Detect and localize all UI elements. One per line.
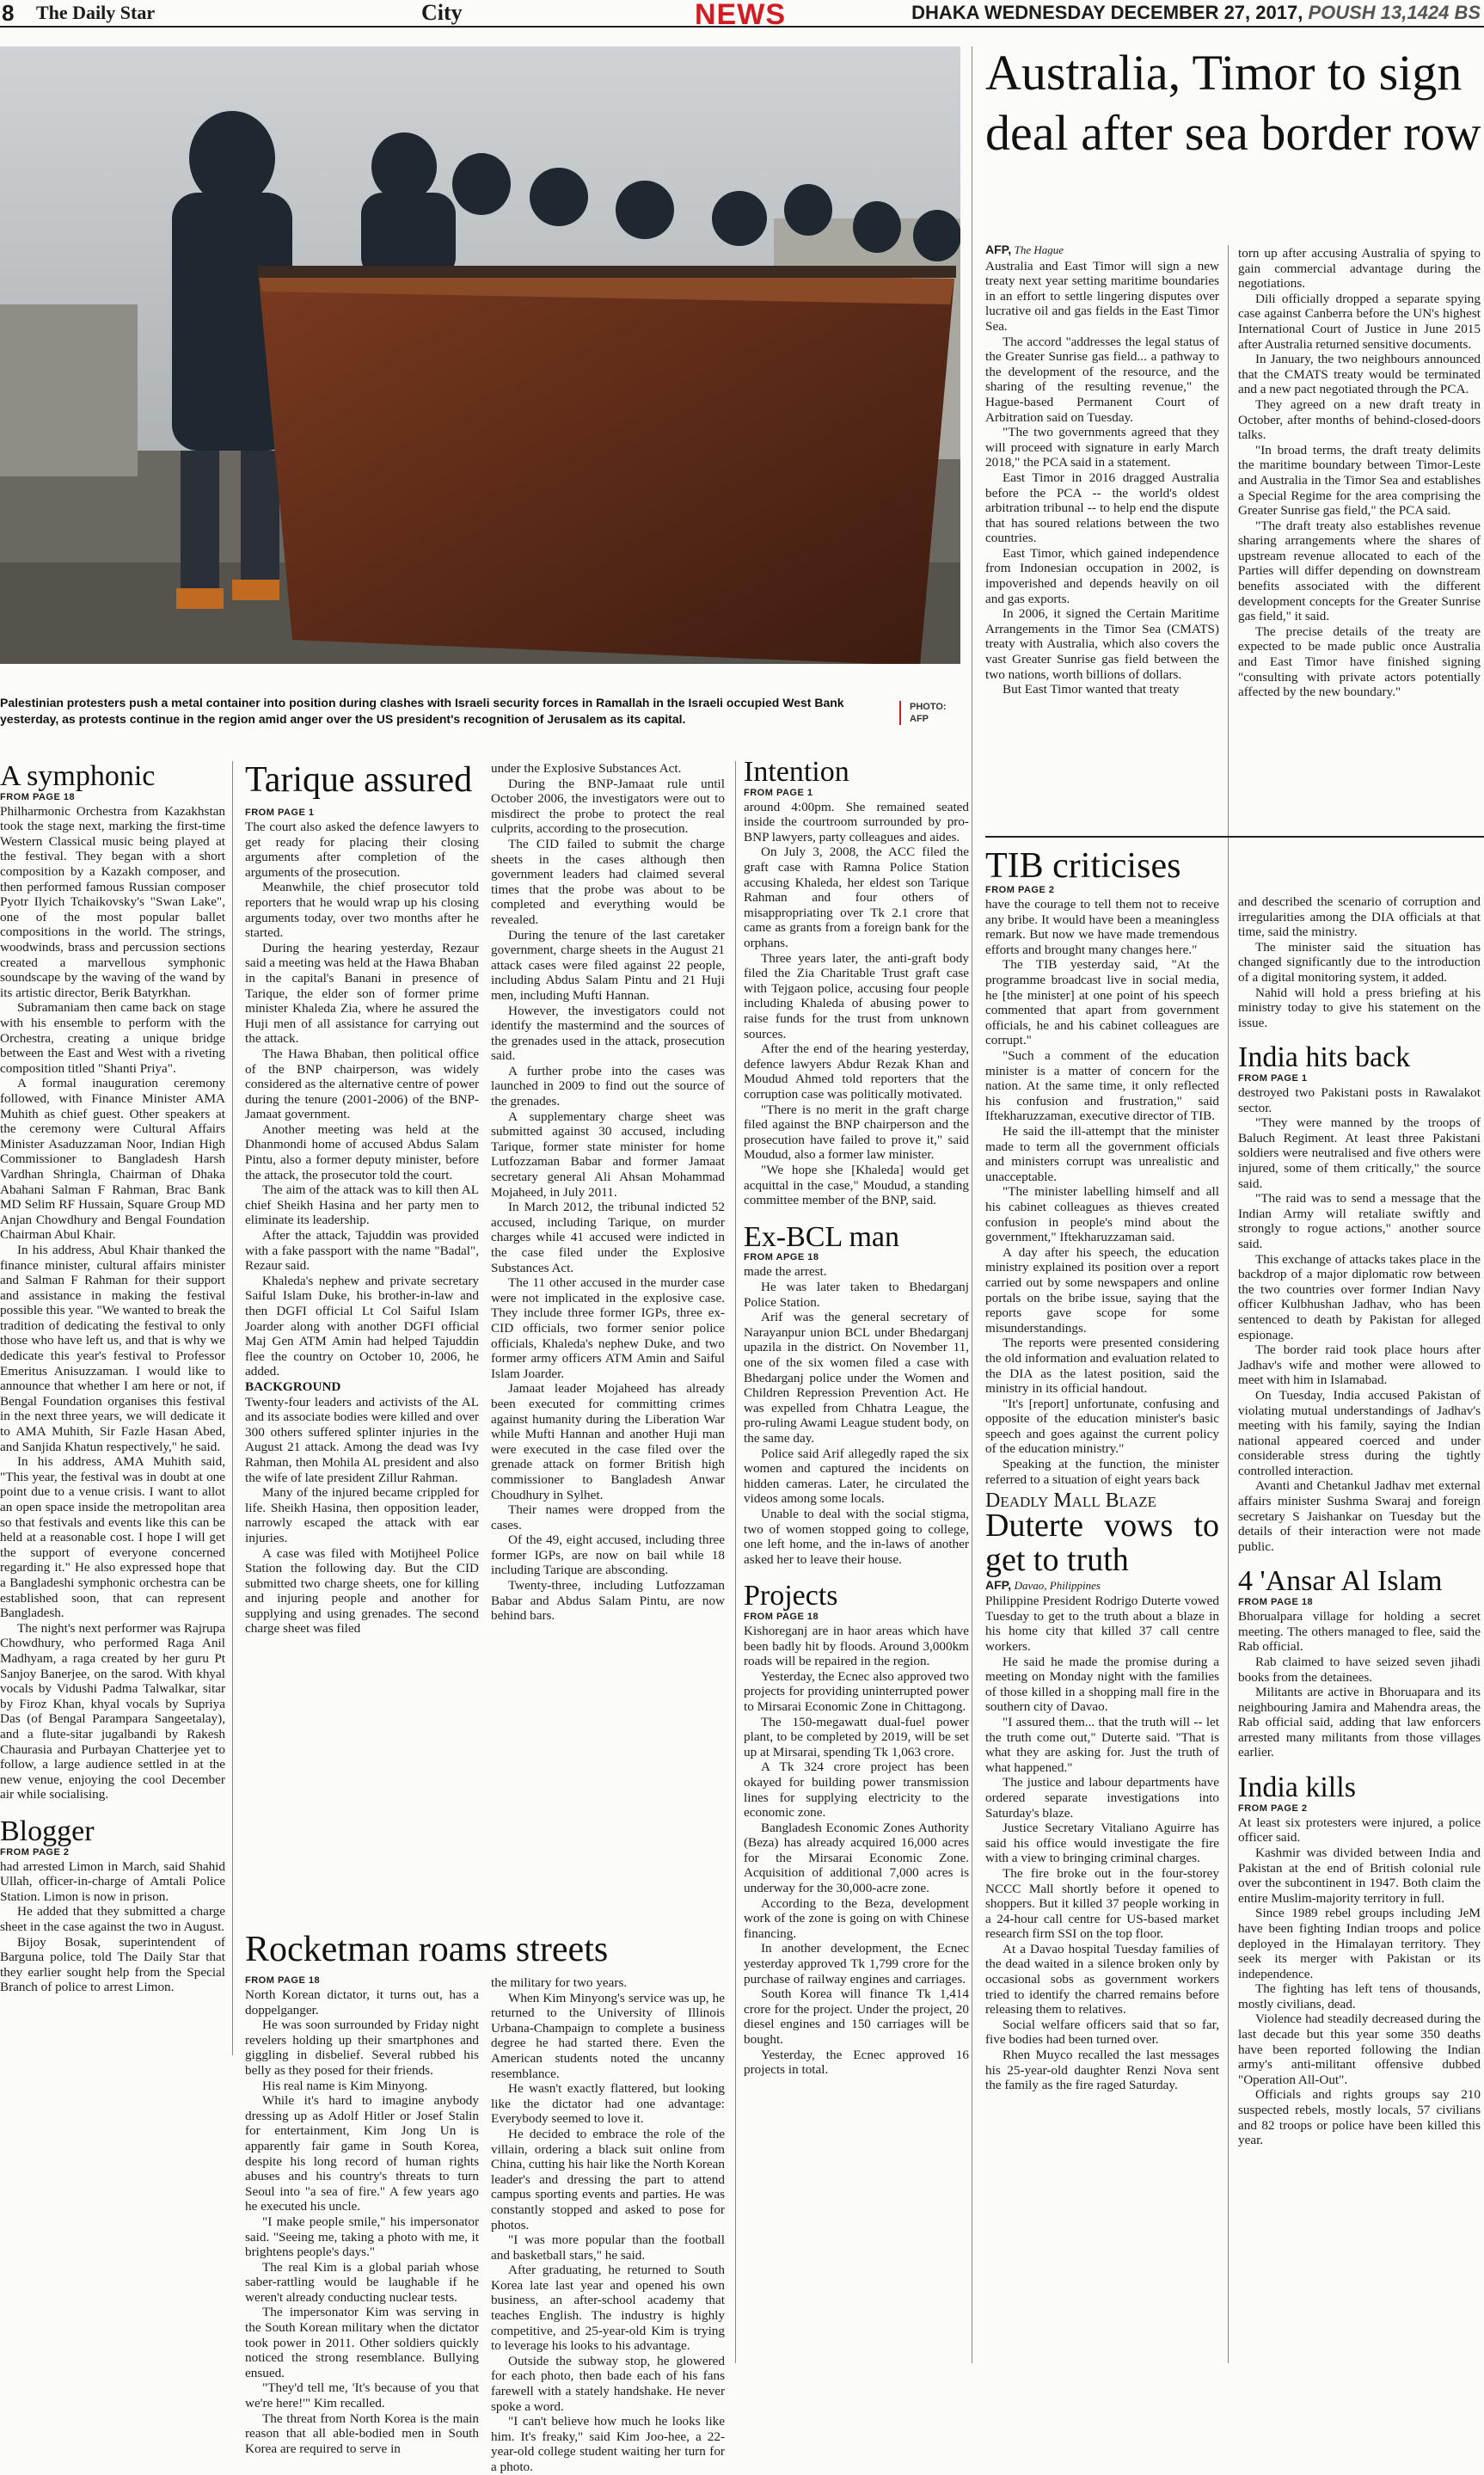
paragraph: had arrested Limon in March, said Shahid Ullah, officer-in-charge of Amtali Police Station. Limon is now in prison.	[0, 1858, 225, 1904]
paragraph: Justice Secretary Vitaliano Aguirre has said his office would investigate the fire with a view to bringing criminal charges.	[985, 1821, 1219, 1866]
paragraph: Their names were dropped from the cases.	[491, 1502, 725, 1532]
paragraph: Another meeting was held at the Dhanmondi home of accused Abdus Salam Pintu, also a former deputy minister, before the attack, the prosecutor told the court.	[245, 1121, 479, 1182]
paragraph: Kishoreganj are in haor areas which have been badly hit by floods. Around 3,000km roads will be repaired in the region.	[744, 1623, 969, 1669]
article-column	[491, 1975, 725, 2475]
headline: TIB criticises	[985, 846, 1181, 886]
paragraph: However, the investigators could not identify the mastermind and the sources of the grenades used in the attack, prosecution said.	[491, 1003, 725, 1064]
paragraph: "The raid was to send a message that the Indian Army will retaliate swiftly and strongly to rogue actions," another source said.	[1238, 1191, 1481, 1251]
paragraph: But East Timor wanted that treaty	[1003, 682, 1180, 697]
paragraph: In his address, AMA Muhith said, "This year, the festival was in doubt at one point due to a venue crisis. I want to allot an open space inside the metropolitan area so that festivals and events like this can be held at a reasonable cost. I hope I will get the support of everyone concerned regarding it." He also expressed hope that a Bangladeshi symphonic orchestra can be established soon, that can represent Bangladesh.	[0, 1454, 225, 1621]
paragraph: under the Explosive Substances Act.	[491, 761, 682, 776]
paragraph: around 4:00pm. She remained seated inside the courtroom surrounded by pro-BNP lawyers, party colleagues and aides.	[744, 799, 969, 844]
paragraph: Khaleda's nephew and private secretary Saiful Islam Duke, his brother-in-law and then DGFI official Lt Col Saiful Islam Joarder along with another DGFI official Maj Gen ATM Amin had helped Tajuddin flee the country on October 10, 2006, he added.	[245, 1273, 479, 1379]
paragraph: The accord "addresses the legal status of the Greater Sunrise gas field... a pathway to the development of the resource, and the sharing of the resulting revenue," the Hague-based Permanent Court of Arbitration said on Tuesday.	[985, 334, 1219, 425]
paragraph: "There is no merit in the graft charge filed against the BNP chairperson and the prosecution have failed to prove it," said Moudud, also a former law minister.	[744, 1102, 969, 1163]
paragraph: South Korea will finance Tk 1,414 crore for the project. Under the project, 20 diesel engines and 150 carriages will be bought.	[744, 1987, 969, 2047]
photo-credit: PHOTO: AFP	[899, 701, 947, 725]
paragraph: A formal inauguration ceremony followed, with Finance Minister AMA Muhith as chief guest. Other speakers at the ceremony were Cultural Affairs Minister Asaduzzaman Noor, Indian High Commissioner to Bangladesh Harsh Vardhan Shringla, Chairman of Dhaka Abahani Salman F Rahman, Brac Bank MD Selim RF Hussain, Square Group MD Anjan Chowdhury and Bengal Foundation Chairman Abul Khair.	[0, 1076, 225, 1243]
paragraph: "We hope she [Khaleda] would get acquittal in the case," Moudud, a standing committee member of the BNP, said.	[744, 1162, 969, 1208]
paragraph: and described the scenario of corruption and irregularities among the DIA officials at that time, said the ministry.	[1238, 894, 1481, 940]
paragraph: Kashmir was divided between India and Pakistan at the end of British colonial rule over the subcontinent in 1947. Both claim the entire Muslim-majority territory in full.	[1238, 1845, 1481, 1906]
column-rule	[1228, 245, 1229, 2363]
headline: A symphonic	[0, 760, 156, 792]
jump-line: FROM PAGE 18	[245, 1975, 321, 1986]
article-rocketman	[245, 1930, 727, 2474]
paragraph: Many of the injured became crippled for life. Sheikh Hasina, then opposition leader, narrowly escaped the attack with ear injuries.	[245, 1485, 479, 1545]
paragraph: A day after his speech, the education ministry explained its position over a report carried out by some newspapers and online portals on the bribe issue, saying that the reports gave scope for some misunderstandings.	[985, 1244, 1219, 1336]
section-name: City	[421, 0, 463, 25]
headline: Ex-BCL man	[744, 1220, 899, 1253]
jump-line: FROM PAGE 1	[1238, 1073, 1308, 1084]
byline: AFP, The Hague	[985, 243, 1064, 256]
paragraph: His real name is Kim Minyong.	[262, 2078, 428, 2093]
paragraph: The night's next performer was Rajrupa Chowdhury, who performed Raga Anil Madhyam, a raga created by her guru Pt Sanjoy Banerjee, on the sarod. With khyal vocals by Vidushi Padma Talwalkar, sitar by Firoz Khan, khyal vocals by Supriya Das (of Bengal Parampara Sangeetalay), and a flute-sitar jugalbandi by Rakesh Chaurasia and Purbayan Chatterjee yet to follow, a large audience settled in at the new venue, enjoying the cool December air while socialising.	[0, 1620, 225, 1803]
jump-line: FROM PAGE 2	[1238, 1803, 1308, 1814]
article-column	[245, 1975, 479, 2456]
article-column	[245, 808, 479, 1637]
paragraph: The justice and labour departments have ordered separate investigations into Saturday's blaze.	[985, 1775, 1219, 1821]
jump-line: FROM PAGE 18	[0, 791, 76, 802]
paragraph: When Kim Minyong's service was up, he returned to the University of Illinois Urbana-Champaign to complete a business degree he had started there. Even the American students noted the uncanny resemblance.	[491, 1990, 725, 2081]
paragraph: After the end of the hearing yesterday, defence lawyers Abdur Rezak Khan and Moudud Ahmed told reporters that the corruption case was politically motivated.	[744, 1041, 969, 1102]
paragraph: At a Davao hospital Tuesday families of the dead waited in a silence broken only by occasional sobs as government workers tried to identify the charred remains before releasing them to relatives.	[985, 1941, 1219, 2017]
paragraph: "They were manned by the troops of Baluch Regiment. At least three Pakistani soldiers were neutralised and five others were injured, some of them critically," the source said.	[1238, 1115, 1481, 1191]
paragraph: A supplementary charge sheet was submitted against 30 accused, including Tarique, former state minister for home Lutfozzaman Babar and former Jamaat secretary general Ali Ahsan Mohammad Mojaheed, in July 2011.	[491, 1109, 725, 1200]
headline: Intention	[744, 756, 849, 788]
paragraph: Police said Arif allegedly raped the six women and captured the incidents on hidden cameras. Later, he circulated the videos among some locals.	[744, 1446, 969, 1507]
paragraph: A Tk 324 crore project has been okayed for building power transmission lines for supplying electricity to the economic zone.	[744, 1760, 969, 1821]
paragraph: East Timor in 2016 dragged Australia before the PCA -- the world's oldest arbitration tribunal -- to help end the dispute that has soured relations between the two countries.	[985, 470, 1219, 546]
paragraph: Twenty-four leaders and activists of the AL and its associate bodies were killed and over 300 others suffered splinter injuries in the August 21 attack. Among the dead was Ivy Rahman, then Mohila AL president and also the wife of late president Zillur Rahman.	[245, 1394, 479, 1485]
paragraph: The TIB yesterday said, "At the programme broadcast live in social media, he [the minister] at one point of his speech commented that apart from government officials, he and his cabinet colleagues are corrupt."	[985, 957, 1219, 1048]
paragraph: Dili officially dropped a separate spying case against Canberra before the UN's highest International Court of Justice in June 2015 after Australia returned sensitive documents.	[1238, 291, 1481, 352]
news-photo	[0, 46, 960, 664]
article-column	[491, 761, 725, 1624]
paragraph: Speaking at the function, the minister referred to a situation of eight years back	[985, 1457, 1219, 1487]
paragraph: Subramaniam then came back on stage with his ensemble to perform with the Orchestra, creating a unique bridge between the East and West with a riveting composition titled "Shanti Priya".	[0, 1000, 225, 1076]
paragraph: After graduating, he returned to South Korea late last year and opened his own business, an after-school academy that teaches English. The industry is highly competitive, and 25-year-old Kim is trying to leverage his looks to his advantage.	[491, 2263, 725, 2354]
paragraph: Jamaat leader Mojaheed has already been executed for committing crimes against humanity during the Liberation War while Mufti Hannan and another Huji man were executed in the case filed over the grenade attack on former British high commissioner to Bangladesh Anwar Choudhury in Sylhet.	[491, 1381, 725, 1502]
paragraph: "The draft treaty also establishes revenue sharing arrangements where the shares of upstream revenue allocated to each of the Parties will differ depending on downstream benefits associated with the different development concepts for the Greater Sunrise gas field," it said.	[1238, 518, 1481, 624]
jump-line: FROM PAGE 18	[1238, 1597, 1314, 1608]
paragraph: The threat from North Korea is the main reason that all able-bodied men in South Korea are required to serve in	[245, 2411, 479, 2456]
paragraph: The 150-megawatt dual-fuel power plant, to be completed by 2019, will be set up at Mirsarai, spending Tk 1,063 crore.	[744, 1714, 969, 1760]
paragraph: Officials and rights groups say 210 suspected rebels, mostly locals, 57 civilians and 82 troops or police have been killed this year.	[1238, 2087, 1481, 2148]
paragraph: Avanti and Chetankul Jadhav met external affairs minister Sushma Swaraj and foreign secretary S Jaishankar on Tuesday but the details of their interaction were not made public.	[1238, 1478, 1481, 1554]
headline: Tarique assured	[245, 760, 473, 800]
jump-line: FROM PAGE 2	[985, 885, 1055, 896]
date-line: DHAKA WEDNESDAY DECEMBER 27, 2017, POUSH 13,1424 BS	[911, 2, 1481, 23]
paragraph: He added that they submitted a charge sheet in the case against the two in August.	[0, 1904, 225, 1934]
paragraph: "They'd tell me, 'It's because of you that we're here!'" Kim recalled.	[245, 2380, 479, 2411]
section-label: NEWS	[695, 0, 786, 31]
headline: Australia, Timor to sign deal after sea border row	[985, 45, 1481, 161]
jump-line: FROM APGE 18	[744, 1252, 819, 1263]
byline: AFP, Davao, Philippines	[985, 1577, 1101, 1592]
paragraph: made the arrest.	[744, 1264, 827, 1280]
paragraph: "In broad terms, the draft treaty delimits the maritime boundary between Timor-Leste and Australia in the Timor Sea and establishes a Special Regime for the area comprising the Greater Sunrise gas field," the PCA said.	[1238, 442, 1481, 519]
paragraph: While it's hard to imagine anybody dressing up as Adolf Hitler or Josef Stalin for entertainment, Kim Jong Un is apparently fair game in South Korea, despite his long record of human rights abuses and his country's threats to turn Seoul into "a sea of fire." A few years ago he executed his uncle.	[245, 2093, 479, 2214]
paragraph: Rab claimed to have seized seven jihadi books from the detainees.	[1238, 1654, 1481, 1685]
headline: 4 'Ansar Al Islam	[1238, 1565, 1443, 1598]
column-rule	[735, 761, 736, 2363]
paragraph: Unable to deal with the social stigma, two of women stopped going to college, one left home, and the in-laws of another asked her to leave their house.	[744, 1506, 969, 1567]
headline: India hits back	[1238, 1041, 1411, 1074]
paragraph: A further probe into the cases was launched in 2009 to find out the source of the grenades.	[491, 1063, 725, 1109]
paragraph: "The minister labelling himself and all his cabinet colleagues as thieves created confusion in people's mind about the government," Iftekharuzzaman said.	[985, 1184, 1219, 1245]
headline: Rocketman roams streets	[245, 1930, 609, 1969]
article-column	[1238, 246, 1481, 700]
article-symphonic	[0, 761, 225, 1995]
column-rule	[232, 761, 233, 2055]
headline: Duterte vows to get to truth	[985, 1507, 1219, 1578]
subhead: BACKGROUND	[245, 1379, 341, 1394]
photo-caption: Palestinian protesters push a metal container into position during clashes with Israeli security forces in Ramallah in the Israeli occupied West Bank yesterday, as protests continue in the region amid anger over the US president's recognition of Jerusalem as its capital.	[0, 696, 844, 726]
paragraph: At least six protesters were injured, a police officer said.	[1238, 1815, 1481, 1846]
article-intention	[744, 757, 969, 2078]
paragraph: Twenty-three, including Lutfozzaman Babar and Abdus Salam Pintu, are now behind bars.	[491, 1578, 725, 1624]
headline: Projects	[744, 1580, 838, 1612]
paragraph: "It's [report] unfortunate, confusing and opposite of the education minister's basic speech and goes against the current policy of the education ministry."	[985, 1396, 1219, 1457]
paragraph: torn up after accusing Australia of spying to gain commercial advantage during the negotiations.	[1238, 246, 1481, 292]
paragraph: The fire broke out in the four-storey NCCC Mall shortly before it opened to shoppers. But it killed 37 people working in a 24-hour call centre for US-based market research firm SSI on the top floor.	[985, 1865, 1219, 1942]
paragraph: In March 2012, the tribunal indicted 52 accused, including Tarique, on murder charges while 41 accused were indicted in the case filed under the Explosive Substances Act.	[491, 1200, 725, 1275]
paragraph: Arif was the general secretary of Narayanpur union BCL under Bhedarganj upazila in the district. On November 11, one of the six women filed a case with Bhedarganj police under the Women and Children Repression Prevention Act. He was expelled from Chhatra League, the pro-ruling Awami League student body, on the same day.	[744, 1310, 969, 1446]
headline: Blogger	[0, 1815, 95, 1847]
jump-line: FROM PAGE 1	[744, 787, 813, 798]
paragraph: The aim of the attack was to kill then AL chief Sheikh Hasina and her party men to eliminate its leadership.	[245, 1182, 479, 1228]
paragraph: Nahid will hold a press briefing at his ministry today to give his statement on the issue.	[1238, 985, 1481, 1030]
paragraph: East Timor, which gained independence from Indonesian occupation in 2002, is impoverished and depends heavily on oil and gas exports.	[985, 545, 1219, 606]
section-divider	[985, 836, 1484, 838]
paragraph: During the hearing yesterday, Rezaur said a meeting was held at the Hawa Bhaban in the capital's Banani in presence of Tarique, the elder son of former prime minister Khaleda Zia, where he assured the Huji men of all assistance for carrying out the attack.	[245, 940, 479, 1047]
paragraph: Social welfare officers said that so far, five bodies had been turned over.	[985, 2017, 1219, 2048]
paragraph: The CID failed to submit the charge sheets in the cases although then government leaders had claimed several times that the probe was about to be completed and everything would be revealed.	[491, 836, 725, 927]
paragraph: "I can't believe how much he looks like him. It's freaky," said Kim Joo-hee, a 22-year-old college student waiting her turn for a photo.	[491, 2414, 725, 2474]
paragraph: The border raid took place hours after Jadhav's wife and mother were allowed to meet with him in Islamabad.	[1238, 1342, 1481, 1388]
paragraph: In January, the two neighbours announced that the CMATS treaty would be terminated and a new pact negotiated through the PCA.	[1238, 352, 1481, 397]
article-tib	[985, 847, 1219, 2093]
jump-line: FROM PAGE 18	[744, 1611, 819, 1622]
page-number: 8	[2, 0, 15, 26]
paragraph: The court also asked the defence lawyers to get ready for placing their closing arguments after completion of the arguments of the prosecution.	[245, 820, 479, 880]
article-column	[985, 243, 1219, 697]
paragraph: They agreed on a new draft treaty in October, after months of behind-closed-doors talks.	[1238, 396, 1481, 443]
paragraph: Of the 49, eight accused, including three former IGPs, are now on bail while 18 including Tarique are absconding.	[491, 1532, 725, 1578]
paragraph: He wasn't exactly flattered, but looking like the dictator had one advantage: Everybody seemed to love it.	[491, 2081, 725, 2127]
paragraph: The fighting has left tens of thousands, mostly civilians, dead.	[1238, 1981, 1481, 2011]
kicker: Deadly Mall Blaze	[985, 1489, 1157, 1513]
paragraph: Rhen Muyco recalled the last messages his 25-year-old daughter Renzi Nova sent the family as the fire raged Saturday.	[985, 2048, 1219, 2093]
paragraph: Meanwhile, the chief prosecutor told reporters that he would wrap up his closing arguments today, over two months after he started.	[245, 880, 479, 941]
paragraph: During the tenure of the last caretaker government, charge sheets in the August 21 attack cases were filed against 22 people, including Abdus Salam Pintu and 21 Huji men, including Mufti Hannan.	[491, 927, 725, 1003]
paragraph: In 2006, it signed the Certain Maritime Arrangements in the Timor Sea (CMATS) treaty with Australia, which also covers the vast Greater Sunrise gas field between the two nations, worth billions of dollars.	[985, 606, 1219, 682]
paragraph: During the BNP-Jamaat rule until October 2006, the investigators were out to misdirect the probe to protect the real culprits, according to the prosecution.	[491, 776, 725, 837]
paragraph: He said the ill-attempt that the minister made to term all the government officials and ministers corrupt was unrealistic and unacceptable.	[985, 1124, 1219, 1184]
paragraph: In his address, Abul Khair thanked the finance minister, cultural affairs minister and Salman F Rahman for their support and assistance in making the festival possible this year. "We wanted to break the tradition of dedicating the festival to only those who have left us, and that is why we dedicate this year's festival to Professor Emeritus Anisuzzaman. I would like to announce that whether I am here or not, if Bengal Foundation organises this festival in the next three years, we will dedicate it to AMA Muhith, Sir Fazle Hasan Abed, and Sanjida Khatun respectively," he said.	[0, 1242, 225, 1454]
paragraph: He was later taken to Bhedarganj Police Station.	[744, 1280, 969, 1310]
paragraph: Yesterday, the Ecnec also approved two projects for providing uninterrupted power to Mirsarai Economic Zone in Chittagong.	[744, 1668, 969, 1714]
paragraph: Violence had steadily decreased during the last decade but this year some 350 deaths have been reported following the Indian army's anti-militant offensive dubbed "Operation All-Out".	[1238, 2011, 1481, 2087]
paragraph: The Hawa Bhaban, then political office of the BNP chairperson, was widely considered as the alternative centre of power during the tenure (2001-2006) of the BNP-Jamaat government.	[245, 1046, 479, 1122]
masthead: The Daily Star	[36, 2, 156, 23]
jump-line: FROM PAGE 2	[0, 1846, 70, 1858]
paragraph: The precise details of the treaty are expected to be made public once Australia and East Timor have finished signing "consulting with private actors potentially affected by the new boundary."	[1238, 623, 1481, 700]
paragraph: the military for two years.	[491, 1975, 628, 1990]
page-header	[0, 0, 1484, 31]
paragraph: The impersonator Kim was serving in the South Korean military when the dictator took power in 2011. Other soldiers quickly noticed the strong resemblance. Bullying ensued.	[245, 2305, 479, 2380]
paragraph: This exchange of attacks takes place in the backdrop of a major diplomatic row between the two countries over former Indian Navy officer Kulbhushan Jadhav, who has been sentenced to death by Pakistan for alleged espionage.	[1238, 1251, 1481, 1342]
paragraph: "Such a comment of the education minister is a matter of concern for the nation. At the same time, it only reflected his confusion and frustration," said Iftekharuzzaman, executive director of TIB.	[985, 1048, 1219, 1124]
paragraph: He was soon surrounded by Friday night revelers holding up their smartphones and giggling in disbelief. Several rubbed his belly as they posed for their friends.	[245, 2017, 479, 2078]
paragraph: "I make people smile," his impersonator said. "Seeing me, taking a photo with me, it brightens people's days."	[245, 2214, 479, 2260]
article-right-column	[1238, 894, 1481, 2148]
paragraph: A case was filed with Motijheel Police Station the following day. But the CID submitted two charge sheets, one for killing and injuring people and another for supplying and using grenades. The second charge sheet was filed	[245, 1545, 479, 1637]
paragraph: The real Kim is a global pariah whose saber-rattling would be laughable if he weren't already conducting nuclear tests.	[245, 2259, 479, 2305]
paragraph: Australia and East Timor will sign a new treaty next year setting maritime boundaries in an effort to settle lingering disputes over lucrative oil and gas fields in the East Timor Sea.	[985, 258, 1219, 334]
paragraph: He said he made the promise during a meeting on Monday night with the families of those killed in a shopping mall fire in the southern city of Davao.	[985, 1654, 1219, 1715]
headline: India kills	[1238, 1772, 1356, 1804]
paragraph: Philharmonic Orchestra from Kazakhstan took the stage next, marking the first-time Western Classical music being played at the festival. They began with a short composition by a Kazakh composer, and then performed famous Russian composer Pyotr Ilyich Tchaikovsky's "Swan Lake", one of the most popular ballet compositions in the world. The strings, woodwinds, brass and percussion sections created a marvellous symphonic soundscape by the waving of the wand by its artistic director, Berik Batyrkhan.	[0, 803, 225, 1000]
paragraph: He decided to embrace the role of the villain, ordering a black suit online from China, cutting his hair like the North Korean leader's and dressing the part to attend campus sporting events and parties. He was constantly stopped and asked to pose for photos.	[491, 2126, 725, 2232]
paragraph: Philippine President Rodrigo Duterte vowed Tuesday to get to the truth about a blaze in his home city that killed 37 call centre workers.	[985, 1594, 1219, 1654]
paragraph: According to the Beza, development work of the zone is going on with Chinese financing.	[744, 1895, 969, 1941]
paragraph: Bijoy Bosak, superintendent of Barguna police, told The Daily Star that they earlier sought help from the Special Branch of police to arrest Limon.	[0, 1934, 225, 1995]
paragraph: have the courage to tell them not to receive any bribe. It would have been a meaningless remark. But now we have made tremendous efforts and brought many changes here."	[985, 897, 1219, 957]
paragraph: In another development, the Ecnec yesterday approved Tk 1,799 crore for the purchase of railway engines and carriages.	[744, 1941, 969, 1987]
paragraph: "The two governments agreed that they will proceed with signature in early March 2018," the PCA said in a statement.	[985, 425, 1219, 470]
paragraph: Three years later, the anti-graft body filed the Zia Charitable Trust graft case with Tejgaon police, accusing four people including Khaleda of abusing power to raise funds for the trust from unknown sources.	[744, 950, 969, 1041]
paragraph: "I assured them... that the truth will -- let the truth come out," Duterte said. "That is what they are asking for. Just the truth of what happened."	[985, 1714, 1219, 1775]
article-australia	[985, 43, 1484, 700]
paragraph: North Korean dictator, it turns out, has a doppelganger.	[245, 1987, 479, 2017]
article-tarique	[245, 760, 727, 1637]
paragraph: Outside the subway stop, he glowered for each photo, then bade each of his fans farewell with a stately handshake. He never spoke a word.	[491, 2353, 725, 2414]
paragraph: Bangladesh Economic Zones Authority (Beza) has already acquired 16,000 acres for the Mirsarai Economic Zone. Acquisition of additional 7,000 acres is underway for the 30,000-acre zone.	[744, 1820, 969, 1896]
paragraph: The minister said the situation has changed significantly due to the introduction of a digital monitoring system, it added.	[1238, 939, 1481, 985]
paragraph: "I was more popular than the football and basketball stars," he said.	[491, 2232, 725, 2263]
paragraph: Since 1989 rebel groups including JeM have been fighting Indian troops and police deployed in the Himalayan territory. They seek its merger with Pakistan or its independence.	[1238, 1906, 1481, 1981]
paragraph: On July 3, 2008, the ACC filed the graft case with Ramna Police Station accusing Khaleda, her eldest son Tarique Rahman and four others of misappropriating over Tk 2.1 crore that came as grants from a foreign bank for the orphans.	[744, 844, 969, 951]
paragraph: On Tuesday, India accused Pakistan of violating mutual understandings of Jadhav's meeting with his family, saying the Indian national appeared coerced and under considerable stress during the tightly controlled interaction.	[1238, 1387, 1481, 1478]
paragraph: After the attack, Tajuddin was provided with a fake passport with the name "Badal", Rezaur said.	[245, 1228, 479, 1274]
paragraph: The 11 other accused in the murder case were not implicated in the explosive case. They include three former IGPs, three ex-CID officials, two former senior police officials, Khaleda's nephew Duke, and two former army officers ATM Amin and Saiful Islam Joarder.	[491, 1275, 725, 1381]
paragraph: Bhorualpara village for holding a secret meeting. The others managed to flee, said the Rab official.	[1238, 1609, 1481, 1655]
paragraph: destroyed two Pakistani posts in Rawalakot sector.	[1238, 1085, 1481, 1115]
jump-line: FROM PAGE 1	[245, 808, 315, 818]
paragraph: Militants are active in Bhoruapara and its neighbouring Jamira and Mahendra areas, the Rab official said, adding that law enforcers arrested many militants from those villages earlier.	[1238, 1685, 1481, 1760]
paragraph: Yesterday, the Ecnec approved 16 projects in total.	[744, 2047, 969, 2078]
paragraph: The reports were presented considering the old information and evaluation related to the DIA as the latest position, said the ministry in its official handout.	[985, 1336, 1219, 1397]
